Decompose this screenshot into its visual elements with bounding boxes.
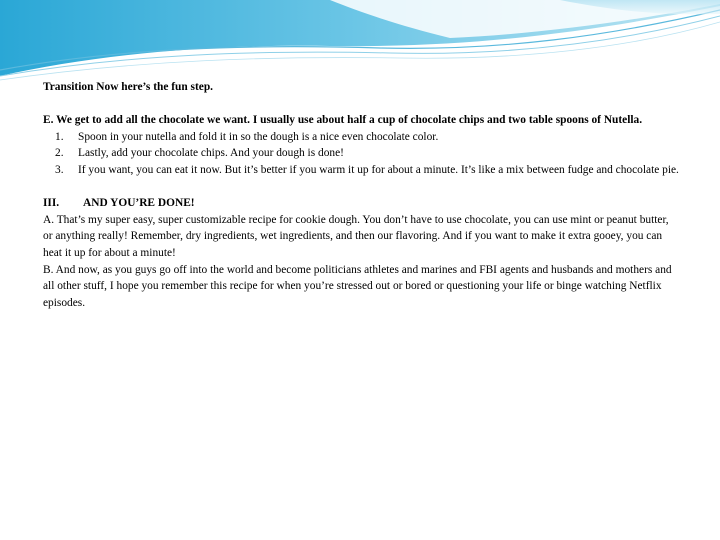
slide-content [43,79,683,311]
list-item-number: 1. [55,130,64,143]
decorative-wave-banner [0,0,720,90]
section-heading [43,195,683,212]
list-item-text: If you want, you can eat it now. But it’s better if you warm it up for about a minute. It’s like a mix between fudge and chocolate pie. [78,163,679,176]
list-item [43,129,683,146]
paragraph-b: B. And now, as you guys go off into the world and become politicians athletes and marines and FBI agents and husbands and mothers and all other stuff, I hope you remember this recipe for when you’re stressed out or bored or questioning your life or binge watching Netflix episodes. [43,263,672,309]
list-item-text: Lastly, add your chocolate chips. And your dough is done! [78,147,344,160]
list-item-number: 3. [55,163,64,176]
list-item [43,145,683,162]
list-item-number: 2. [55,147,64,160]
section-title: AND YOU’RE DONE! [83,197,195,210]
list-item-text: Spoon in your nutella and fold it in so the dough is a nice even chocolate color. [78,130,439,143]
spacer [43,96,683,113]
list-item [43,162,683,179]
section-number: III. [43,197,60,210]
transition-line: Transition Now here’s the fun step. [43,81,214,93]
spacer [43,179,683,196]
paragraph-a: A. That’s my super easy, super customizable recipe for cookie dough. You don’t have to use chocolate, you can use mint or peanut butter, or anything really! Remember, dry ingredients, wet ingredients, and then our flavoring. And if you want to make it extra gooey, you can heat it up for about a minute! [43,213,669,259]
numbered-list [43,129,683,179]
step-e-heading: E. We get to add all the chocolate we want. I usually use about half a cup of chocolate chips and two table spoons of Nutella. [43,114,643,127]
